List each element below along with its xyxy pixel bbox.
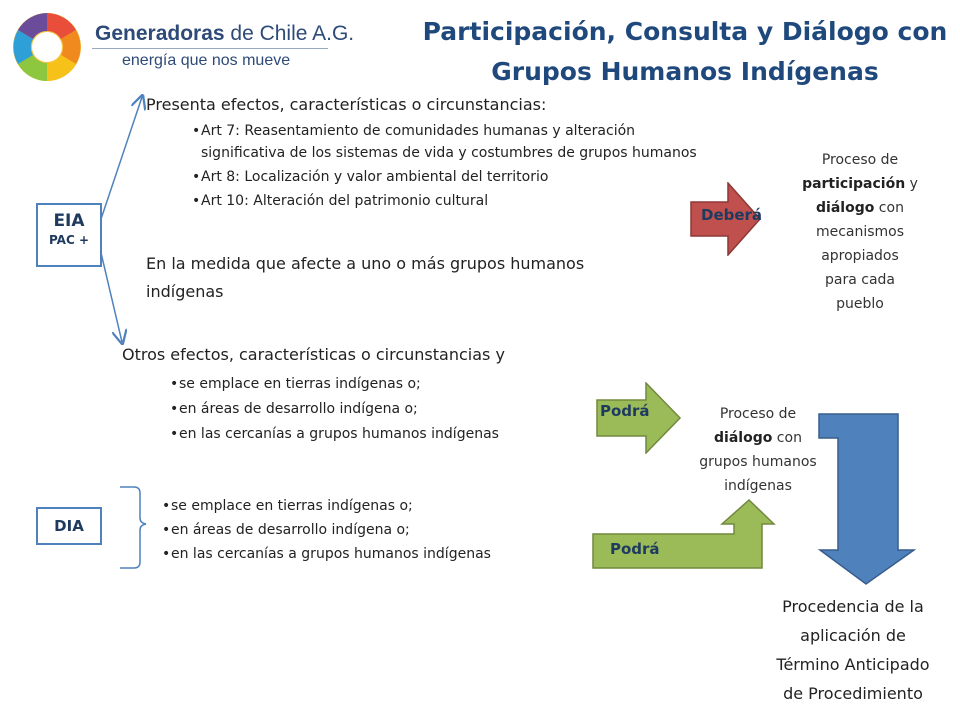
result1-mid: y [905, 176, 918, 192]
lower-bullets [170, 372, 600, 447]
logo-name-bold: Generadoras [95, 22, 225, 45]
debera-label: Deberá [701, 206, 763, 224]
result1-line-5: apropiados [821, 248, 899, 264]
upper-condition-line-2: indígenas [146, 282, 224, 301]
upper-bullet-3: • Art 10: Alteración del patrimonio cultural [192, 190, 712, 212]
dia-brace [120, 487, 146, 568]
lower-heading: Otros efectos, características o circunstancias y [122, 345, 505, 364]
final-line-1: Procedencia de la [782, 597, 924, 616]
final-line-3: Término Anticipado [776, 655, 930, 674]
lower-bullet-2: • en áreas de desarrollo indígena o; [170, 397, 600, 422]
logo-tagline: energía que nos mueve [122, 52, 291, 69]
dia-bullet-2: • en áreas de desarrollo indígena o; [162, 518, 582, 542]
logo-name-rest: de Chile A.G. [224, 22, 355, 45]
result2-pre: Proceso de [719, 406, 797, 422]
upper-condition [146, 250, 584, 306]
dia-box: DIA [36, 507, 102, 545]
upper-bullets [192, 120, 712, 212]
result1-line-4: mecanismos [815, 224, 905, 240]
result1-post: con [874, 200, 904, 216]
final-line-2: aplicación de [800, 626, 906, 645]
result-participacion [780, 148, 940, 316]
result1-line-6: para cada [825, 272, 895, 288]
result-dialogo [680, 402, 836, 498]
eia-box [36, 203, 102, 267]
result2-bold-dialogo: diálogo [714, 430, 773, 446]
result1-bold-dialogo: diálogo [816, 200, 875, 216]
result2-line-4: indígenas [724, 478, 792, 494]
podra-label-2: Podrá [610, 540, 660, 558]
podra-label-1: Podrá [600, 402, 650, 420]
final-line-4: de Procedimiento [783, 684, 923, 703]
result1-bold-participacion: participación [802, 176, 906, 192]
result2-line-3: grupos humanos [699, 454, 817, 470]
lower-bullet-3: • en las cercanías a grupos humanos indígenas [170, 422, 600, 447]
result1-line-7: pueblo [836, 296, 884, 312]
dia-bullet-1: • se emplace en tierras indígenas o; [162, 494, 582, 518]
procedencia-note [748, 592, 958, 708]
podra-bent-arrow-icon [592, 498, 776, 570]
eia-sublabel: PAC + [48, 233, 90, 247]
title-line-2: Grupos Humanos Indígenas [491, 57, 879, 86]
dia-bullets [162, 494, 582, 566]
upper-heading: Presenta efectos, características o circunstancias: [146, 95, 547, 114]
upper-bullet-1: • Art 7: Reasentamiento de comunidades humanas y alteración significativa de los sistemas de vida y costumbres de grupos humanos [192, 120, 712, 164]
title-line-1: Participación, Consulta y Diálogo con [422, 17, 948, 46]
connector-eia-upper [98, 97, 142, 228]
upper-condition-line-1: En la medida que afecte a uno o más grupos humanos [146, 254, 585, 273]
dia-bullet-3: • en las cercanías a grupos humanos indígenas [162, 542, 582, 566]
lower-bullet-1: • se emplace en tierras indígenas o; [170, 372, 600, 397]
eia-label: EIA [53, 211, 85, 231]
result1-pre: Proceso de [821, 152, 899, 168]
result2-post: con [772, 430, 802, 446]
upper-bullet-2: • Art 8: Localización y valor ambiental del territorio [192, 166, 712, 188]
